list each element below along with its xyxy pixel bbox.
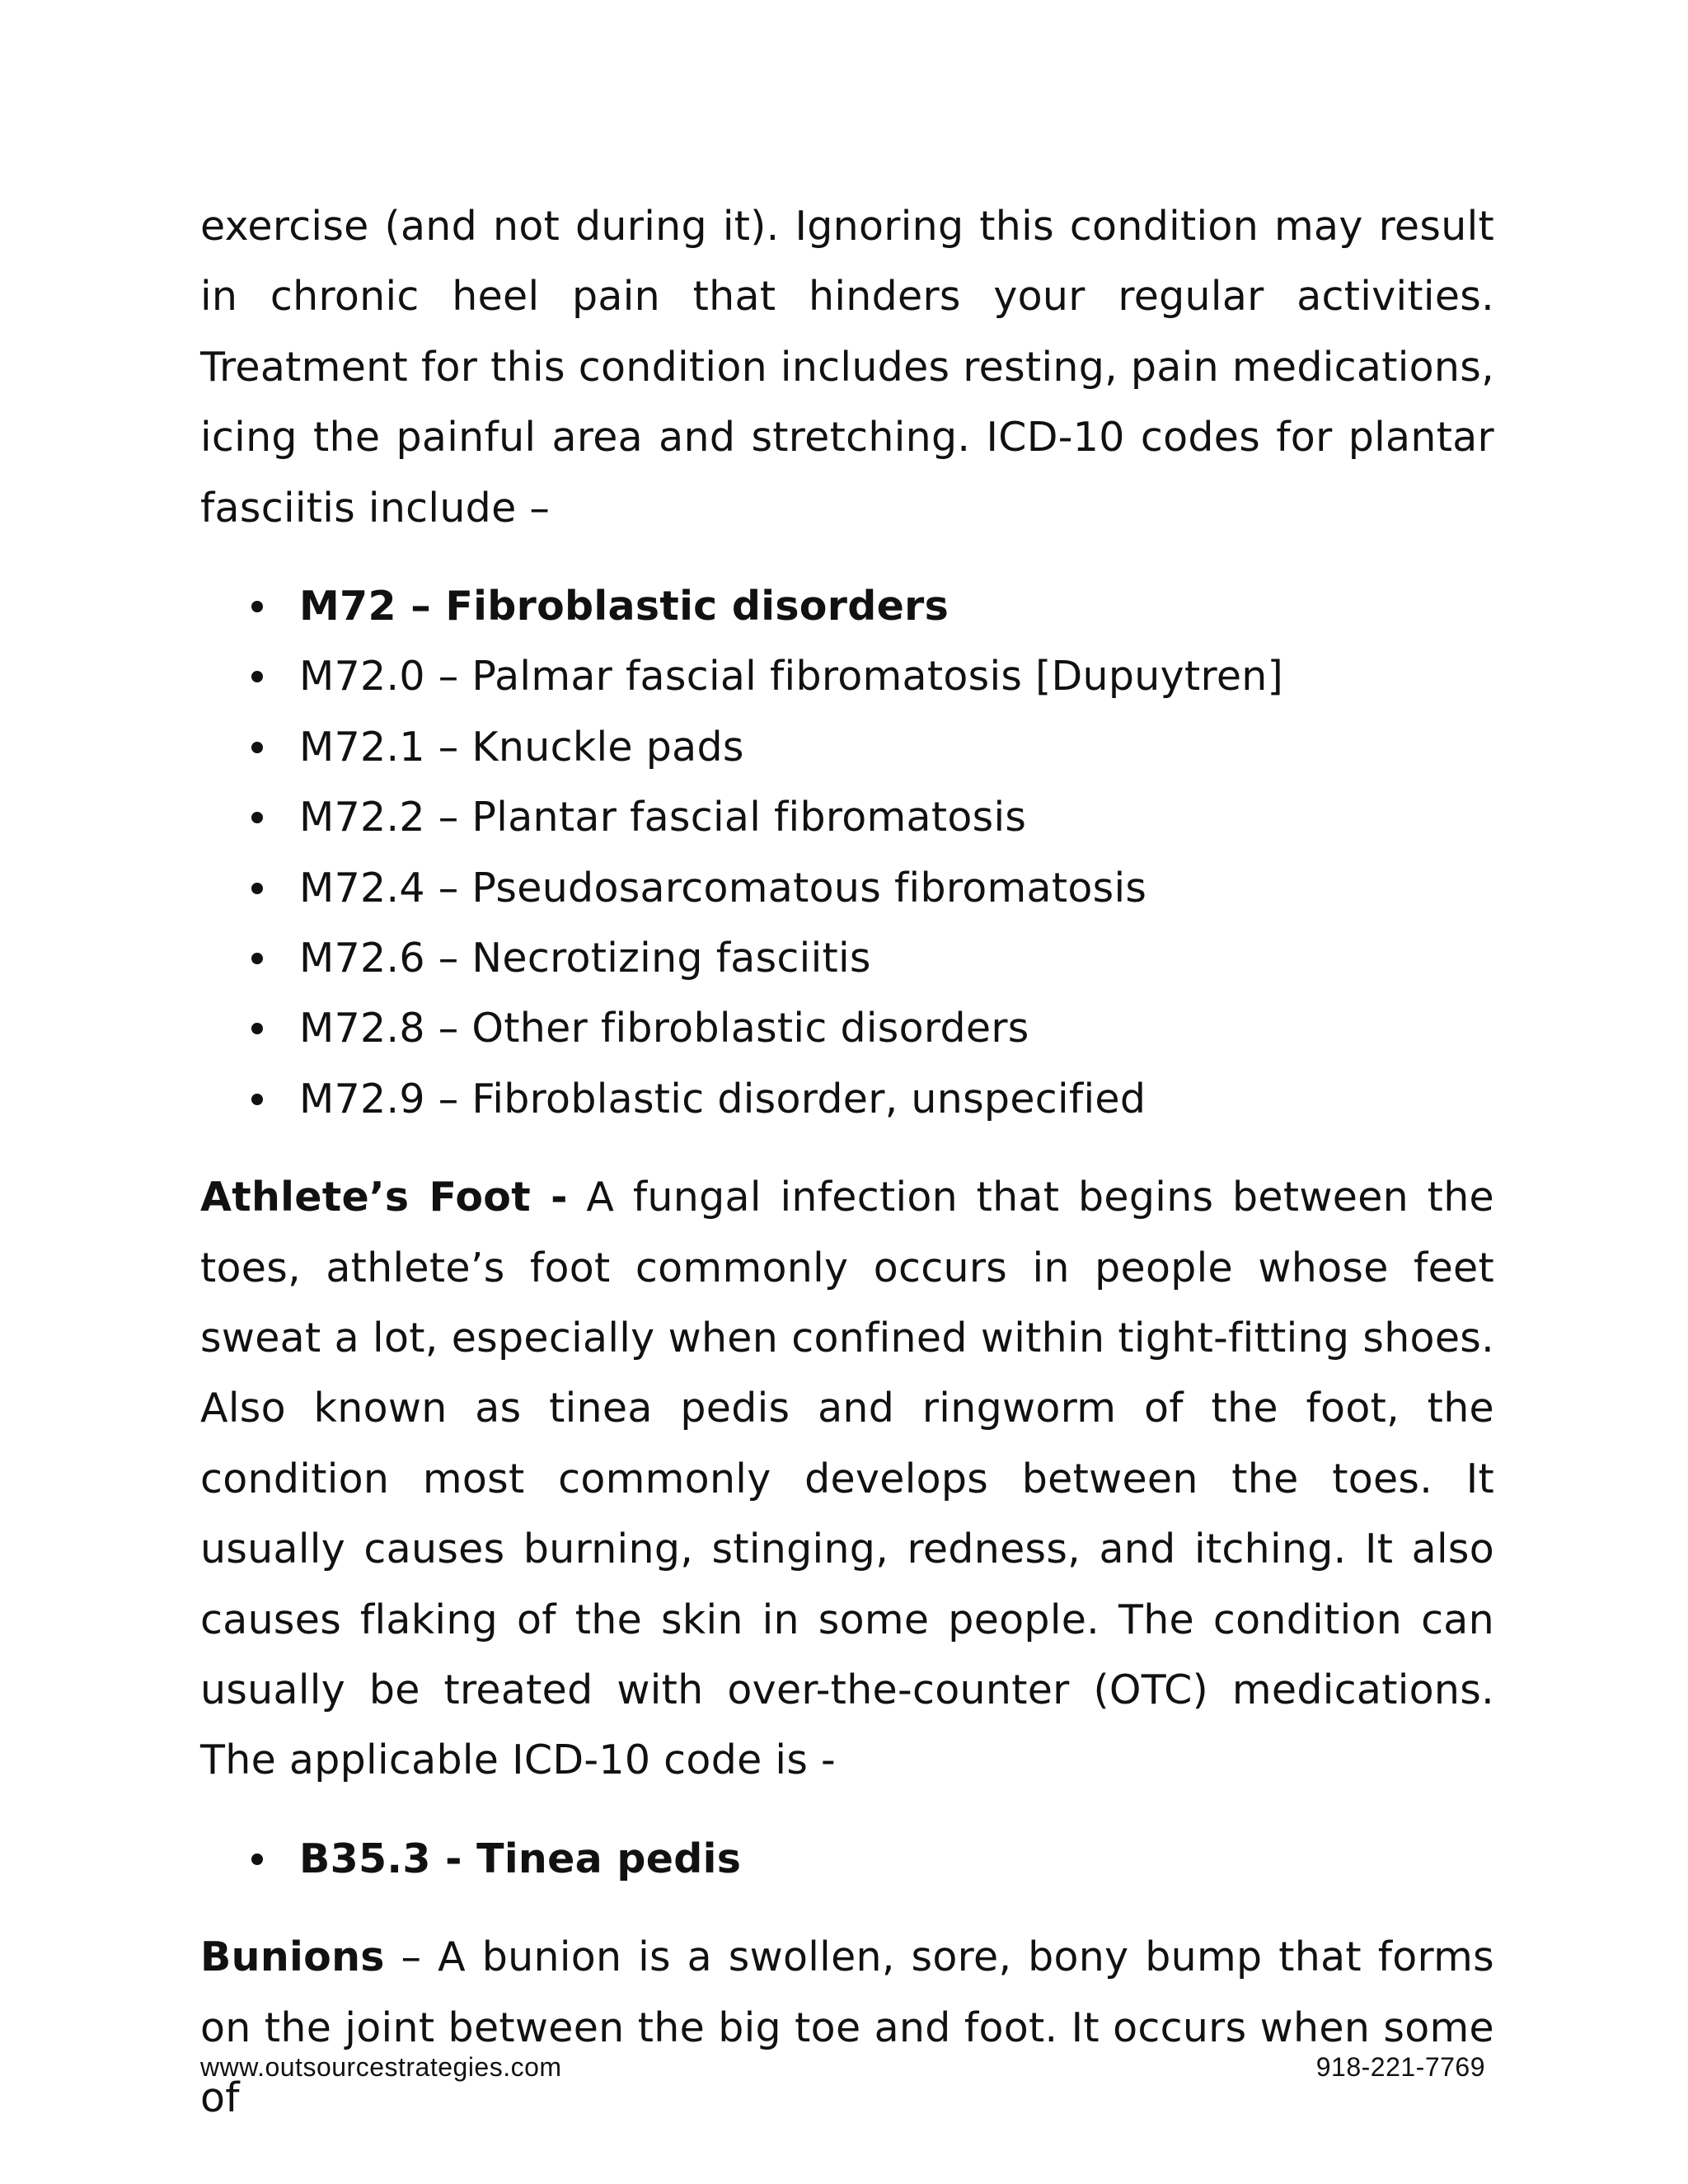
bunions-term: Bunions xyxy=(200,1933,385,1981)
list-item xyxy=(200,1064,1494,1134)
list-item xyxy=(200,1824,1494,1894)
bullet-icon xyxy=(251,742,263,753)
list-item xyxy=(200,923,1494,993)
code-text: M72.2 – Plantar fascial fibromatosis xyxy=(299,794,1027,841)
footer-phone: 918-221-7769 xyxy=(1315,2052,1485,2082)
list-item xyxy=(200,782,1494,852)
athletes-foot-code-list xyxy=(200,1824,1494,1894)
plantar-fasciitis-paragraph: exercise (and not during it). Ignoring this condition may result in chronic heel pain that hinders your regular activities. Treatment for this condition includes resting, pain medications, icing the painful area and stretching. ICD-10 codes for plantar fasciitis include – xyxy=(200,203,1494,532)
bullet-icon xyxy=(251,883,263,894)
bullet-icon xyxy=(251,671,263,682)
page-content xyxy=(200,191,1494,2133)
code-text: M72.0 – Palmar fascial fibromatosis [Dupuytren] xyxy=(299,653,1284,701)
list-item xyxy=(200,712,1494,782)
code-text: M72.1 – Knuckle pads xyxy=(299,723,744,771)
bullet-icon xyxy=(251,1094,263,1105)
code-text: M72.4 – Pseudosarcomatous fibromatosis xyxy=(299,864,1147,912)
code-text: M72 – Fibroblastic disorders xyxy=(299,583,950,630)
plantar-fasciitis-code-list xyxy=(200,571,1494,1134)
bullet-icon xyxy=(251,1023,263,1034)
list-item xyxy=(200,993,1494,1063)
code-text: M72.8 – Other fibroblastic disorders xyxy=(299,1005,1029,1052)
bullet-icon xyxy=(251,812,263,823)
list-item xyxy=(200,641,1494,711)
bullet-icon xyxy=(251,601,263,612)
athletes-foot-paragraph xyxy=(200,1162,1494,1796)
bullet-icon xyxy=(251,953,263,964)
code-text: M72.9 – Fibroblastic disorder, unspecified xyxy=(299,1075,1146,1122)
athletes-foot-text: A fungal infection that begins between the toes, athlete’s foot commonly occurs in people whose feet sweat a lot, especially when confined within tight-fitting shoes. Also known as tinea pedis and ringworm of the foot, the condition most commonly develops between the toes. It usually causes burning, stinging, redness, and itching. It also causes flaking of the skin in some people. The condition can usually be treated with over-the-counter (OTC) medications. The applicable ICD-10 code is - xyxy=(200,1174,1494,1784)
bunions-paragraph xyxy=(200,1922,1494,2133)
bunions-text: – A bunion is a swollen, sore, bony bump that forms on the joint between the big toe and foot. It occurs when some of xyxy=(200,1933,1494,2122)
list-item xyxy=(200,571,1494,641)
list-item xyxy=(200,853,1494,923)
code-text: M72.6 – Necrotizing fasciitis xyxy=(299,934,871,982)
footer-website: www.outsourcestrategies.com xyxy=(200,2052,562,2082)
bullet-icon xyxy=(251,1854,263,1865)
athletes-foot-term: Athlete’s Foot - xyxy=(200,1174,568,1221)
code-text: B35.3 - Tinea pedis xyxy=(299,1835,742,1882)
